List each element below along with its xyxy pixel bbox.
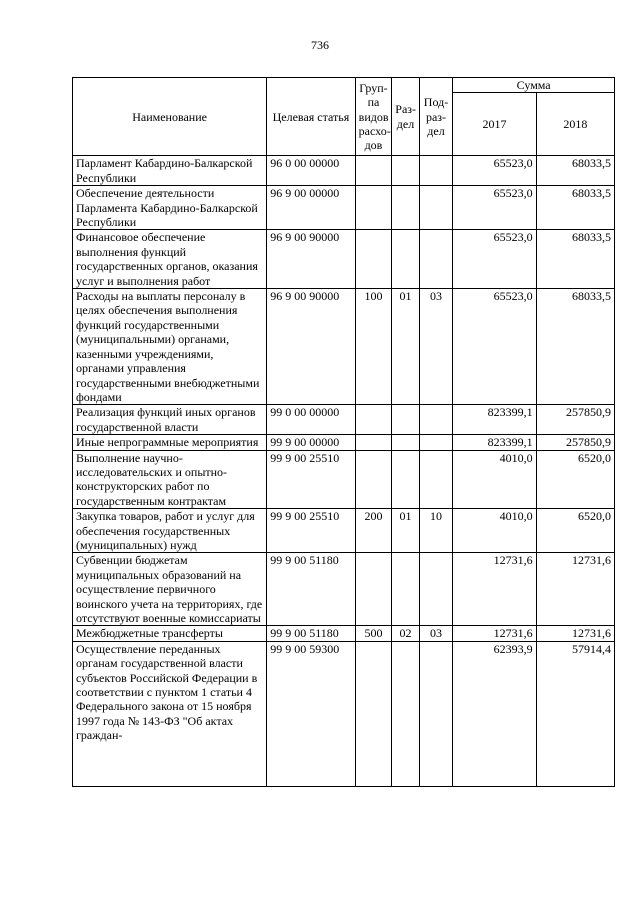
row-section bbox=[392, 435, 419, 450]
row-subsection: 10 bbox=[419, 509, 453, 553]
row-code: 99 0 00 00000 bbox=[267, 405, 355, 435]
table-row bbox=[73, 405, 615, 435]
table-row bbox=[73, 435, 615, 450]
row-name: Межбюджетные трансферты bbox=[73, 626, 267, 641]
row-2018: 6520,0 bbox=[536, 450, 614, 509]
row-2018: 257850,9 bbox=[536, 405, 614, 435]
row-subsection: 03 bbox=[419, 626, 453, 641]
budget-table bbox=[72, 77, 615, 787]
row-2018: 68033,5 bbox=[536, 186, 614, 230]
row-subsection bbox=[419, 641, 453, 786]
row-2017: 823399,1 bbox=[453, 435, 536, 450]
row-2017: 4010,0 bbox=[453, 509, 536, 553]
header-year-2017: 2017 bbox=[453, 93, 536, 156]
row-group bbox=[355, 450, 392, 509]
row-section: 02 bbox=[392, 626, 419, 641]
row-subsection bbox=[419, 450, 453, 509]
row-2018: 68033,5 bbox=[536, 289, 614, 405]
header-group: Груп-па видов расхо-дов bbox=[355, 78, 392, 156]
row-section bbox=[392, 156, 419, 186]
row-subsection bbox=[419, 435, 453, 450]
row-code: 99 9 00 51180 bbox=[267, 553, 355, 626]
row-name: Закупка товаров, работ и услуг для обеспечения государственных (муниципальных) нужд bbox=[73, 509, 267, 553]
row-2018: 57914,4 bbox=[536, 641, 614, 786]
row-2017: 65523,0 bbox=[453, 230, 536, 289]
row-group bbox=[355, 435, 392, 450]
row-2017: 4010,0 bbox=[453, 450, 536, 509]
row-2017: 65523,0 bbox=[453, 289, 536, 405]
row-subsection bbox=[419, 405, 453, 435]
row-group: 200 bbox=[355, 509, 392, 553]
header-subsection: Под-раз-дел bbox=[419, 78, 453, 156]
table-row bbox=[73, 641, 615, 786]
row-name: Реализация функций иных органов государственной власти bbox=[73, 405, 267, 435]
row-2018: 6520,0 bbox=[536, 509, 614, 553]
page-number: 736 bbox=[311, 38, 329, 52]
row-code: 99 9 00 59300 bbox=[267, 641, 355, 786]
row-2018: 12731,6 bbox=[536, 553, 614, 626]
row-section bbox=[392, 405, 419, 435]
table-row bbox=[73, 509, 615, 553]
row-code: 99 9 00 25510 bbox=[267, 509, 355, 553]
row-section bbox=[392, 450, 419, 509]
row-name: Осуществление переданных органам государственной власти субъектов Российской Федерации в соответствии с пунктом 1 статьи 4 Федерального закона от 15 ноября 1997 года № 143-ФЗ "Об актах граждан- bbox=[73, 641, 267, 786]
header-name: Наименование bbox=[73, 78, 267, 156]
row-group bbox=[355, 405, 392, 435]
table-row bbox=[73, 156, 615, 186]
row-group bbox=[355, 641, 392, 786]
row-section bbox=[392, 186, 419, 230]
row-section bbox=[392, 230, 419, 289]
header-target: Целевая статья bbox=[267, 78, 355, 156]
row-group: 100 bbox=[355, 289, 392, 405]
row-name: Расходы на выплаты персоналу в целях обеспечения выполнения функций государственными (муниципальными) органами, казенными учреждениями, органами управления государственными внебюджетными фондами bbox=[73, 289, 267, 405]
row-2017: 12731,6 bbox=[453, 553, 536, 626]
row-code: 99 9 00 00000 bbox=[267, 435, 355, 450]
header-year-2018: 2018 bbox=[536, 93, 614, 156]
row-2017: 65523,0 bbox=[453, 156, 536, 186]
row-group bbox=[355, 553, 392, 626]
row-2017: 65523,0 bbox=[453, 186, 536, 230]
row-2018: 257850,9 bbox=[536, 435, 614, 450]
row-section: 01 bbox=[392, 509, 419, 553]
row-subsection: 03 bbox=[419, 289, 453, 405]
row-section bbox=[392, 641, 419, 786]
row-code: 96 9 00 90000 bbox=[267, 230, 355, 289]
row-2018: 68033,5 bbox=[536, 230, 614, 289]
row-code: 99 9 00 25510 bbox=[267, 450, 355, 509]
row-group bbox=[355, 230, 392, 289]
row-name: Иные непрограммные мероприятия bbox=[73, 435, 267, 450]
row-2017: 12731,6 bbox=[453, 626, 536, 641]
row-code: 96 0 00 00000 bbox=[267, 156, 355, 186]
table-row bbox=[73, 626, 615, 641]
row-group bbox=[355, 156, 392, 186]
row-name: Выполнение научно-исследовательских и опытно-конструкторских работ по государственным контрактам bbox=[73, 450, 267, 509]
row-2018: 12731,6 bbox=[536, 626, 614, 641]
row-code: 96 9 00 90000 bbox=[267, 289, 355, 405]
header-sum: Сумма bbox=[453, 78, 615, 93]
row-subsection bbox=[419, 230, 453, 289]
row-name: Обеспечение деятельности Парламента Кабардино-Балкарской Республики bbox=[73, 186, 267, 230]
row-group: 500 bbox=[355, 626, 392, 641]
row-2018: 68033,5 bbox=[536, 156, 614, 186]
table-row bbox=[73, 289, 615, 405]
row-name: Субвенции бюджетам муниципальных образований на осуществление первичного воинского учета на территориях, где отсутствуют военные комиссариаты bbox=[73, 553, 267, 626]
header-section: Раз-дел bbox=[392, 78, 419, 156]
row-section bbox=[392, 553, 419, 626]
table-row bbox=[73, 186, 615, 230]
row-group bbox=[355, 186, 392, 230]
row-2017: 62393,9 bbox=[453, 641, 536, 786]
row-2017: 823399,1 bbox=[453, 405, 536, 435]
row-section: 01 bbox=[392, 289, 419, 405]
row-subsection bbox=[419, 186, 453, 230]
row-subsection bbox=[419, 553, 453, 626]
table-row bbox=[73, 450, 615, 509]
table-row bbox=[73, 230, 615, 289]
row-code: 96 9 00 00000 bbox=[267, 186, 355, 230]
row-name: Финансовое обеспечение выполнения функций государственных органов, оказания услуг и выполнения работ bbox=[73, 230, 267, 289]
table-row bbox=[73, 553, 615, 626]
row-name: Парламент Кабардино-Балкарской Республики bbox=[73, 156, 267, 186]
row-code: 99 9 00 51180 bbox=[267, 626, 355, 641]
table-body bbox=[73, 156, 615, 786]
row-subsection bbox=[419, 156, 453, 186]
